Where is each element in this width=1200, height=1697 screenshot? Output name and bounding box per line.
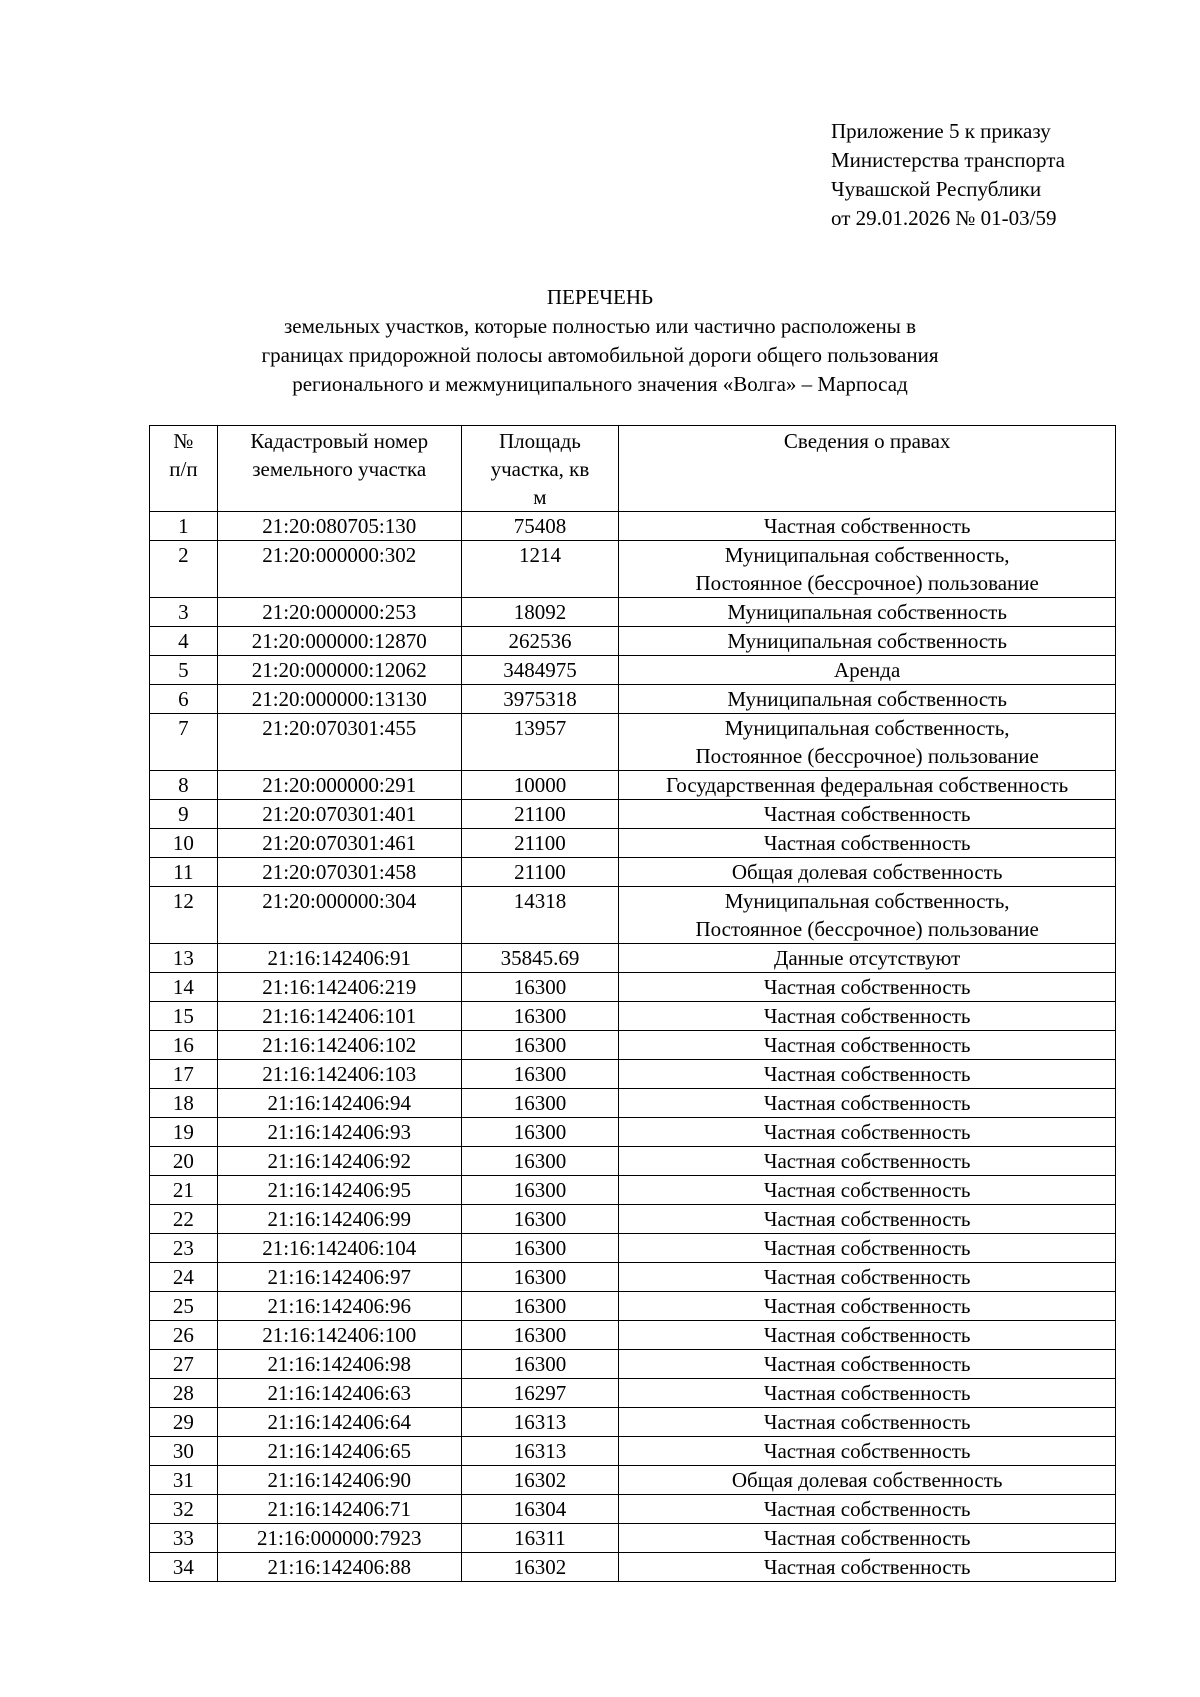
plot-area: 75408	[461, 512, 619, 541]
rights-line: Постоянное (бессрочное) пользование	[695, 917, 1039, 941]
row-number: 22	[150, 1205, 218, 1234]
rights-line: Частная собственность	[763, 1062, 971, 1086]
rights-info	[619, 944, 1116, 973]
row-number: 15	[150, 1002, 218, 1031]
header-number-line-2: п/п	[169, 457, 198, 481]
cadastral-number: 21:20:070301:455	[217, 714, 461, 771]
row-number: 2	[150, 541, 218, 598]
rights-line: Частная собственность	[763, 802, 971, 826]
rights-info	[619, 1263, 1116, 1292]
table-row	[150, 1060, 1116, 1089]
header-rights-label: Сведения о правах	[783, 429, 951, 453]
table-row	[150, 1379, 1116, 1408]
plot-area: 10000	[461, 771, 619, 800]
rights-info	[619, 1524, 1116, 1553]
cadastral-number: 21:16:142406:97	[217, 1263, 461, 1292]
header-cadastral-line-2: земельного участка	[252, 457, 427, 481]
row-number: 4	[150, 627, 218, 656]
row-number: 11	[150, 858, 218, 887]
row-number: 27	[150, 1350, 218, 1379]
rights-line: Государственная федеральная собственность	[666, 773, 1069, 797]
rights-info	[619, 598, 1116, 627]
table-row	[150, 541, 1116, 598]
rights-info	[619, 1002, 1116, 1031]
cadastral-number: 21:20:000000:12870	[217, 627, 461, 656]
cadastral-number: 21:16:000000:7923	[217, 1524, 461, 1553]
table-row	[150, 771, 1116, 800]
table-row	[150, 1437, 1116, 1466]
row-number: 5	[150, 656, 218, 685]
row-number: 29	[150, 1408, 218, 1437]
table-row	[150, 858, 1116, 887]
row-number: 6	[150, 685, 218, 714]
row-number: 13	[150, 944, 218, 973]
rights-line: Муниципальная собственность	[727, 600, 1007, 624]
rights-line: Частная собственность	[763, 1120, 971, 1144]
cadastral-number: 21:16:142406:96	[217, 1292, 461, 1321]
rights-info	[619, 887, 1116, 944]
rights-info	[619, 1466, 1116, 1495]
rights-info	[619, 829, 1116, 858]
plot-area: 16311	[461, 1524, 619, 1553]
rights-line: Муниципальная собственность,	[724, 716, 1010, 740]
title-line-3: регионального и межмуниципального значения «Волга» – Марпосад	[292, 372, 908, 396]
plot-area: 35845.69	[461, 944, 619, 973]
table-row	[150, 1524, 1116, 1553]
row-number: 23	[150, 1234, 218, 1263]
row-number: 21	[150, 1176, 218, 1205]
rights-line: Частная собственность	[763, 1526, 971, 1550]
table-row	[150, 714, 1116, 771]
row-number: 10	[150, 829, 218, 858]
rights-line: Муниципальная собственность	[727, 629, 1007, 653]
table-row	[150, 1031, 1116, 1060]
rights-line: Муниципальная собственность,	[724, 543, 1010, 567]
plot-area: 16300	[461, 1060, 619, 1089]
cadastral-number: 21:20:000000:13130	[217, 685, 461, 714]
table-row	[150, 1002, 1116, 1031]
cadastral-number: 21:16:142406:219	[217, 973, 461, 1002]
rights-info	[619, 1408, 1116, 1437]
plot-area: 21100	[461, 829, 619, 858]
row-number: 19	[150, 1118, 218, 1147]
annex-block	[831, 117, 1065, 233]
cadastral-number: 21:16:142406:100	[217, 1321, 461, 1350]
rights-line: Постоянное (бессрочное) пользование	[695, 571, 1039, 595]
table-row	[150, 1089, 1116, 1118]
plot-area: 16300	[461, 1118, 619, 1147]
header-area-line-1: Площадь	[498, 429, 581, 453]
cadastral-number: 21:16:142406:90	[217, 1466, 461, 1495]
cadastral-number: 21:16:142406:104	[217, 1234, 461, 1263]
table-row	[150, 1205, 1116, 1234]
plot-area: 16300	[461, 1147, 619, 1176]
rights-info	[619, 1553, 1116, 1582]
rights-line: Общая долевая собственность	[731, 860, 1003, 884]
row-number: 16	[150, 1031, 218, 1060]
cadastral-number: 21:20:000000:302	[217, 541, 461, 598]
plot-area: 3975318	[461, 685, 619, 714]
cadastral-number: 21:16:142406:102	[217, 1031, 461, 1060]
rights-info	[619, 714, 1116, 771]
row-number: 24	[150, 1263, 218, 1292]
rights-line: Общая долевая собственность	[731, 1468, 1003, 1492]
header-area-line-3: м	[533, 485, 547, 509]
table-row	[150, 887, 1116, 944]
rights-line: Постоянное (бессрочное) пользование	[695, 744, 1039, 768]
header-cadastral	[217, 426, 461, 512]
plot-area: 16300	[461, 1263, 619, 1292]
rights-line: Частная собственность	[763, 1410, 971, 1434]
row-number: 14	[150, 973, 218, 1002]
cadastral-number: 21:16:142406:71	[217, 1495, 461, 1524]
plot-area: 16300	[461, 1350, 619, 1379]
row-number: 1	[150, 512, 218, 541]
plot-area: 16300	[461, 1234, 619, 1263]
rights-info	[619, 1234, 1116, 1263]
plot-area: 16300	[461, 1292, 619, 1321]
table-row	[150, 800, 1116, 829]
plot-area: 16297	[461, 1379, 619, 1408]
cadastral-number: 21:16:142406:103	[217, 1060, 461, 1089]
cadastral-number: 21:20:000000:12062	[217, 656, 461, 685]
cadastral-number: 21:16:142406:98	[217, 1350, 461, 1379]
rights-info	[619, 1060, 1116, 1089]
rights-line: Частная собственность	[763, 1381, 971, 1405]
cadastral-number: 21:20:000000:304	[217, 887, 461, 944]
row-number: 25	[150, 1292, 218, 1321]
cadastral-number: 21:16:142406:93	[217, 1118, 461, 1147]
table-body	[150, 512, 1116, 1582]
rights-info	[619, 512, 1116, 541]
table-row	[150, 512, 1116, 541]
plot-area: 14318	[461, 887, 619, 944]
cadastral-number: 21:16:142406:91	[217, 944, 461, 973]
rights-info	[619, 1495, 1116, 1524]
header-area-line-2: участка, кв	[490, 457, 590, 481]
row-number: 3	[150, 598, 218, 627]
row-number: 32	[150, 1495, 218, 1524]
rights-line: Данные отсутствуют	[774, 946, 961, 970]
row-number: 30	[150, 1437, 218, 1466]
cadastral-number: 21:16:142406:95	[217, 1176, 461, 1205]
plot-area: 16302	[461, 1553, 619, 1582]
rights-info	[619, 973, 1116, 1002]
plot-area: 16304	[461, 1495, 619, 1524]
plot-area: 16300	[461, 1089, 619, 1118]
table-row	[150, 944, 1116, 973]
title-line-1: земельных участков, которые полностью или частично расположены в	[284, 314, 916, 338]
table-row	[150, 829, 1116, 858]
rights-line: Частная собственность	[763, 1294, 971, 1318]
plot-area: 1214	[461, 541, 619, 598]
rights-info	[619, 1321, 1116, 1350]
rights-line: Муниципальная собственность,	[724, 889, 1010, 913]
rights-line: Частная собственность	[763, 1352, 971, 1376]
title-heading: ПЕРЕЧЕНЬ	[546, 285, 654, 309]
plot-area: 16313	[461, 1437, 619, 1466]
rights-line: Частная собственность	[763, 1149, 971, 1173]
cadastral-number: 21:20:070301:461	[217, 829, 461, 858]
annex-line-4: от 29.01.2026 № 01-03/59	[831, 206, 1057, 230]
rights-line: Частная собственность	[763, 975, 971, 999]
table-row	[150, 1321, 1116, 1350]
table-row	[150, 685, 1116, 714]
table-row	[150, 1234, 1116, 1263]
plot-area: 16302	[461, 1466, 619, 1495]
rights-line: Частная собственность	[763, 1207, 971, 1231]
rights-info	[619, 685, 1116, 714]
plot-area: 18092	[461, 598, 619, 627]
table-header-row	[150, 426, 1116, 512]
rights-info	[619, 1031, 1116, 1060]
plot-area: 16300	[461, 1176, 619, 1205]
cadastral-number: 21:16:142406:63	[217, 1379, 461, 1408]
rights-line: Частная собственность	[763, 1323, 971, 1347]
row-number: 12	[150, 887, 218, 944]
annex-line-1: Приложение 5 к приказу	[831, 119, 1051, 143]
rights-info	[619, 656, 1116, 685]
rights-line: Частная собственность	[763, 1033, 971, 1057]
cadastral-number: 21:20:070301:458	[217, 858, 461, 887]
rights-info	[619, 541, 1116, 598]
header-number	[150, 426, 218, 512]
plot-area: 16300	[461, 1205, 619, 1234]
rights-info	[619, 1176, 1116, 1205]
rights-info	[619, 1205, 1116, 1234]
rights-info	[619, 858, 1116, 887]
table-row	[150, 1292, 1116, 1321]
rights-info	[619, 627, 1116, 656]
row-number: 7	[150, 714, 218, 771]
table-row	[150, 973, 1116, 1002]
plot-area: 16300	[461, 1002, 619, 1031]
rights-line: Частная собственность	[763, 514, 971, 538]
rights-line: Частная собственность	[763, 1555, 971, 1579]
cadastral-number: 21:16:142406:99	[217, 1205, 461, 1234]
plot-area: 21100	[461, 858, 619, 887]
annex-line-2: Министерства транспорта	[831, 148, 1065, 172]
rights-info	[619, 1437, 1116, 1466]
row-number: 8	[150, 771, 218, 800]
rights-line: Частная собственность	[763, 1178, 971, 1202]
row-number: 33	[150, 1524, 218, 1553]
header-rights	[619, 426, 1116, 512]
row-number: 34	[150, 1553, 218, 1582]
plot-area: 262536	[461, 627, 619, 656]
cadastral-number: 21:16:142406:94	[217, 1089, 461, 1118]
plot-area: 21100	[461, 800, 619, 829]
rights-info	[619, 1292, 1116, 1321]
rights-info	[619, 771, 1116, 800]
table-row	[150, 1466, 1116, 1495]
rights-info	[619, 800, 1116, 829]
row-number: 9	[150, 800, 218, 829]
table-row	[150, 598, 1116, 627]
rights-info	[619, 1147, 1116, 1176]
plot-area: 16300	[461, 1031, 619, 1060]
rights-line: Частная собственность	[763, 1004, 971, 1028]
table-row	[150, 1350, 1116, 1379]
cadastral-number: 21:20:080705:130	[217, 512, 461, 541]
table-row	[150, 1176, 1116, 1205]
header-number-line-1: №	[173, 429, 194, 453]
rights-line: Частная собственность	[763, 1091, 971, 1115]
table-row	[150, 1147, 1116, 1176]
cadastral-number: 21:16:142406:101	[217, 1002, 461, 1031]
row-number: 28	[150, 1379, 218, 1408]
rights-info	[619, 1350, 1116, 1379]
rights-line: Частная собственность	[763, 1497, 971, 1521]
rights-info	[619, 1118, 1116, 1147]
cadastral-number: 21:20:000000:291	[217, 771, 461, 800]
cadastral-number: 21:20:000000:253	[217, 598, 461, 627]
row-number: 17	[150, 1060, 218, 1089]
row-number: 18	[150, 1089, 218, 1118]
header-cadastral-line-1: Кадастровый номер	[250, 429, 429, 453]
row-number: 31	[150, 1466, 218, 1495]
table-row	[150, 1408, 1116, 1437]
cadastral-number: 21:16:142406:92	[217, 1147, 461, 1176]
cadastral-number: 21:16:142406:65	[217, 1437, 461, 1466]
rights-line: Муниципальная собственность	[727, 687, 1007, 711]
plot-area: 13957	[461, 714, 619, 771]
land-plots-table	[149, 425, 1116, 1582]
rights-info	[619, 1379, 1116, 1408]
table-row	[150, 627, 1116, 656]
plot-area: 3484975	[461, 656, 619, 685]
plot-area: 16313	[461, 1408, 619, 1437]
plot-area: 16300	[461, 1321, 619, 1350]
table-row	[150, 1495, 1116, 1524]
title-line-2: границах придорожной полосы автомобильной дороги общего пользования	[261, 343, 939, 367]
plot-area: 16300	[461, 973, 619, 1002]
table-row	[150, 656, 1116, 685]
document-title	[0, 283, 1200, 399]
table-row	[150, 1118, 1116, 1147]
rights-line: Частная собственность	[763, 1439, 971, 1463]
row-number: 20	[150, 1147, 218, 1176]
header-area	[461, 426, 619, 512]
rights-info	[619, 1089, 1116, 1118]
rights-line: Аренда	[834, 658, 901, 682]
annex-line-3: Чувашской Республики	[831, 177, 1042, 201]
rights-line: Частная собственность	[763, 1236, 971, 1260]
cadastral-number: 21:16:142406:64	[217, 1408, 461, 1437]
rights-line: Частная собственность	[763, 831, 971, 855]
row-number: 26	[150, 1321, 218, 1350]
cadastral-number: 21:20:070301:401	[217, 800, 461, 829]
rights-line: Частная собственность	[763, 1265, 971, 1289]
cadastral-number: 21:16:142406:88	[217, 1553, 461, 1582]
table-row	[150, 1553, 1116, 1582]
table-row	[150, 1263, 1116, 1292]
